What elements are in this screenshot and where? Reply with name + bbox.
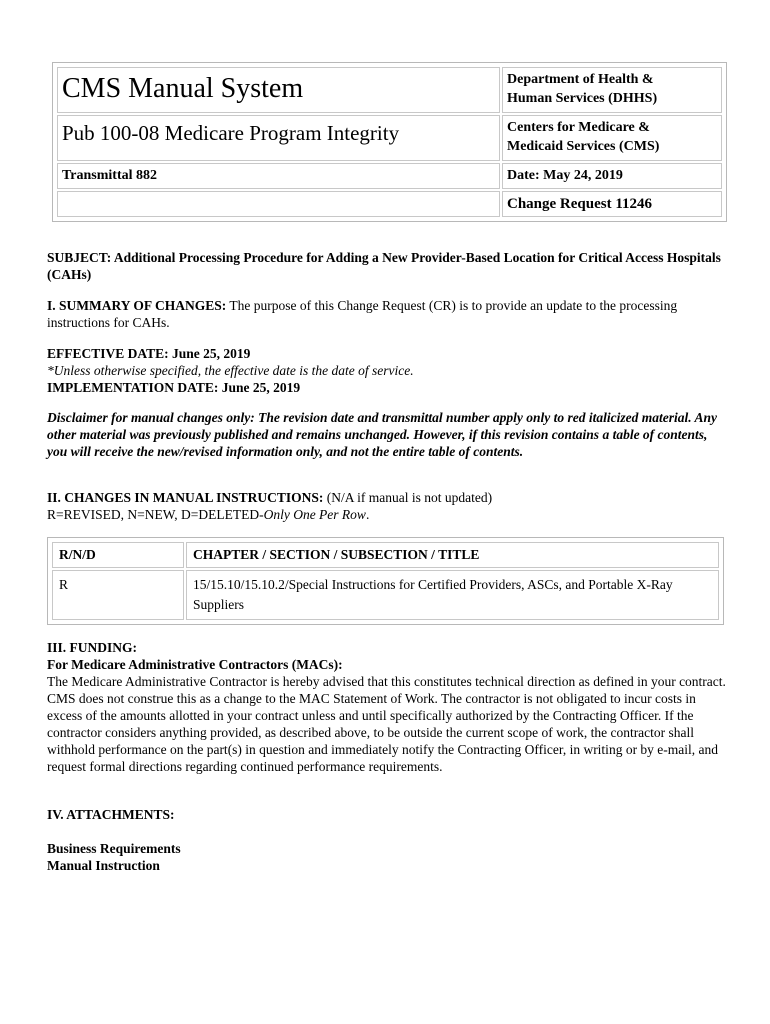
- changes-table: [47, 537, 724, 625]
- col-title: CHAPTER / SECTION / SUBSECTION / TITLE: [186, 542, 719, 568]
- header-table: [52, 62, 727, 222]
- summary: I. SUMMARY OF CHANGES: The purpose of this Change Request (CR) is to provide an update to the processing instructions for CAHs.: [47, 298, 678, 330]
- table-row: [52, 570, 719, 620]
- change-request: Change Request 11246: [502, 191, 722, 217]
- center-cell: Centers for Medicare & Medicaid Services (CMS): [502, 115, 722, 161]
- empty-cell: [57, 191, 500, 217]
- subject: SUBJECT: Additional Processing Procedure for Adding a New Provider-Based Location for Critical Access Hospitals (CAHs): [47, 250, 721, 282]
- date: Date: May 24, 2019: [502, 163, 722, 189]
- list-item: Manual Instruction: [47, 858, 160, 873]
- dept-cell: Department of Health & Human Services (DHHS): [502, 67, 722, 113]
- row-title: 15/15.10/15.10.2/Special Instructions for Certified Providers, ASCs, and Portable X-Ray Suppliers: [186, 570, 719, 620]
- changes-heading: II. CHANGES IN MANUAL INSTRUCTIONS: (N/A if manual is not updated) R=REVISED, N=NEW, D=DELETED-Only One Per Row.: [47, 490, 493, 522]
- transmittal: Transmittal 882: [57, 163, 500, 189]
- attachments-heading: IV. ATTACHMENTS:: [47, 807, 175, 822]
- attachments-list: [47, 840, 727, 874]
- disclaimer: Disclaimer for manual changes only: The revision date and transmittal number apply only to red italicized material. Any other material was previously published and remains unchanged. However, if this revision contains a table of contents, you will receive the new/revised information only, and not the entire table of contents.: [47, 410, 718, 459]
- funding: III. FUNDING: For Medicare Administrative Contractors (MACs): The Medicare Administrative Contractor is hereby advised that this constitutes technical direction as defined in your contract. CMS does not construe this as a change to the MAC Statement of Work. The contractor is not obligated to incur costs in excess of the amounts allotted in your contract unless and until specifically authorized by the Contracting Officer. If the contractor considers anything provided, as described above, to be outside the current scope of work, the contractor shall withhold performance on the part(s) in question and immediately notify the Contracting Officer, in writing or by e-mail, and request formal directions regarding continued performance requirements.: [47, 640, 726, 774]
- pub-title: Pub 100-08 Medicare Program Integrity: [57, 115, 500, 161]
- list-item: Business Requirements: [47, 841, 181, 856]
- system-title: CMS Manual System: [57, 67, 500, 113]
- col-rnd: R/N/D: [52, 542, 184, 568]
- row-code: R: [52, 570, 184, 620]
- dates: EFFECTIVE DATE: June 25, 2019 *Unless otherwise specified, the effective date is the date of service. IMPLEMENTATION DATE: June 25, 2019: [47, 346, 414, 395]
